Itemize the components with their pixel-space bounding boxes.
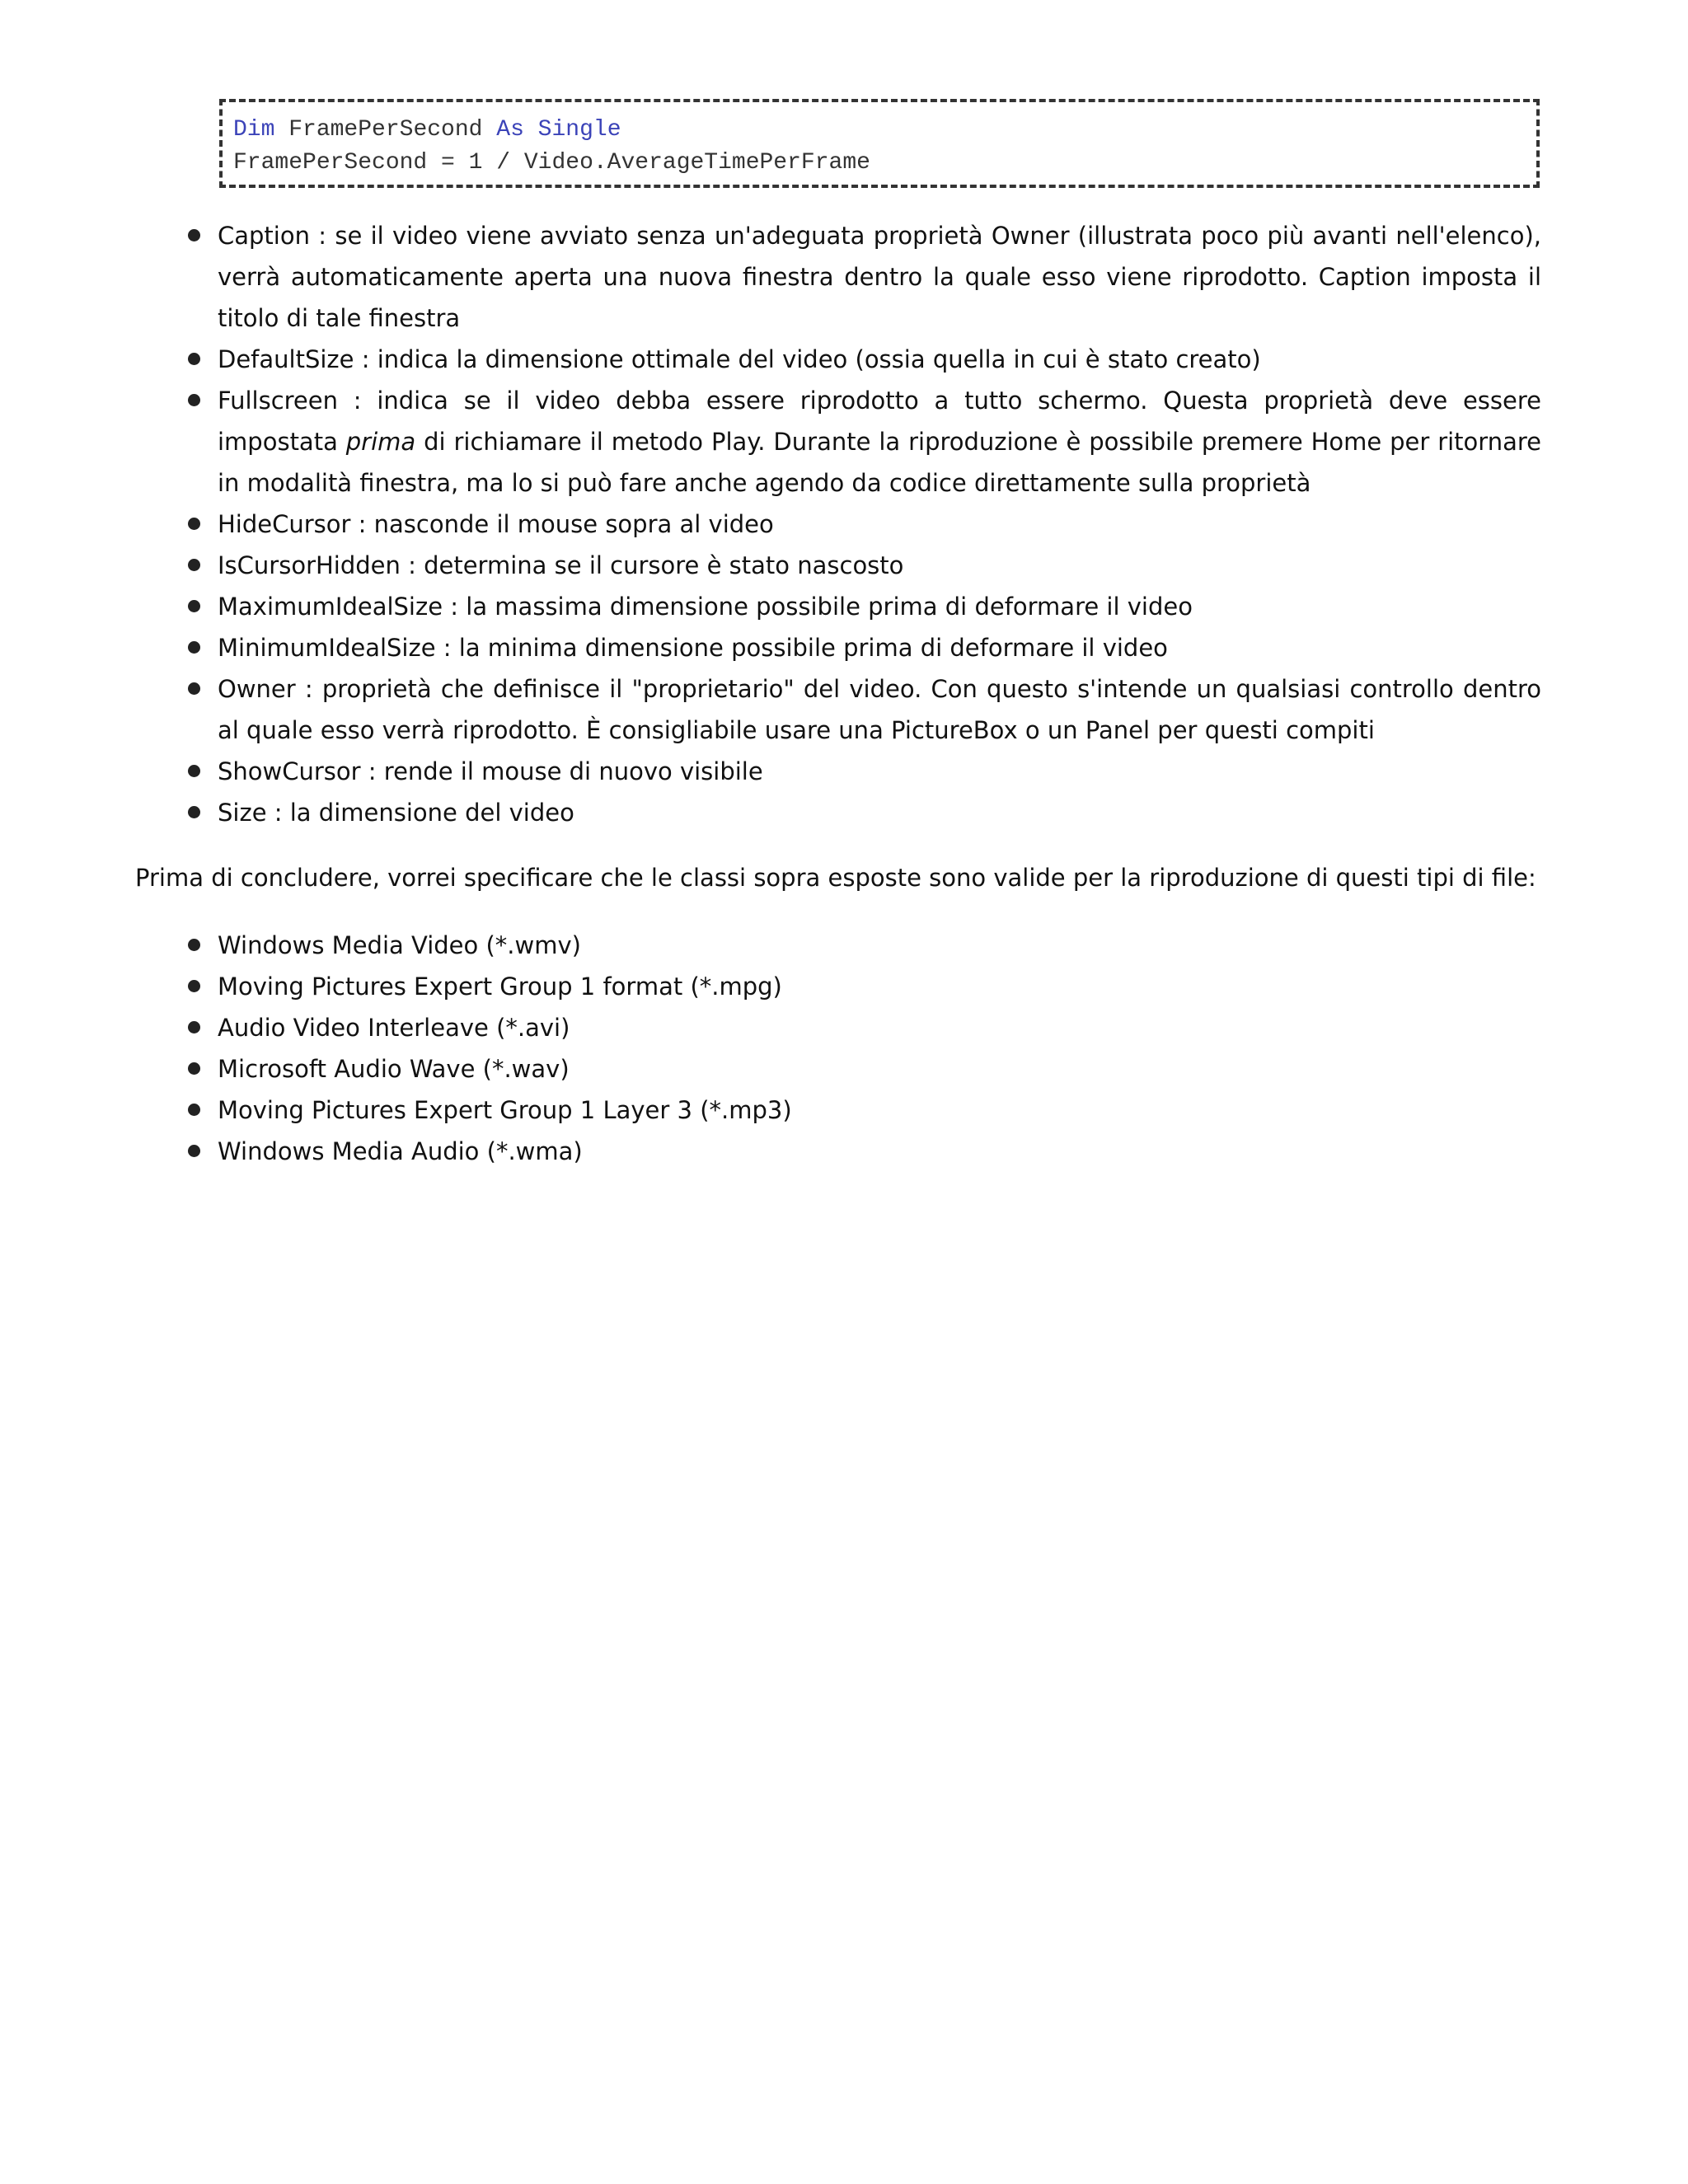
formats-list (180, 925, 1541, 1172)
list-item-wav (180, 1048, 1541, 1090)
list-item-owner (180, 668, 1541, 751)
list-item-mp3 (180, 1090, 1541, 1131)
code-keyword-as-single: As Single (496, 117, 621, 143)
list-item-text: Windows Media Audio (*.wma) (218, 1137, 583, 1165)
list-item-text: Owner : proprietà che definisce il "proprietario" del video. Con questo s'intende un qualsiasi controllo dentro al quale esso verrà riprodotto. È consigliabile usare una PictureBox o un Panel per questi compiti (218, 675, 1541, 744)
list-item-text-italic: prima (345, 428, 416, 456)
bullet-icon (188, 980, 200, 992)
list-item-text: DefaultSize : indica la dimensione ottimale del video (ossia quella in cui è stato creato) (218, 345, 1261, 373)
list-item-text: Audio Video Interleave (*.avi) (218, 1014, 570, 1042)
bullet-icon (188, 394, 200, 406)
list-item-text: Size : la dimensione del video (218, 799, 574, 827)
list-item-text: IsCursorHidden : determina se il cursore è stato nascosto (218, 551, 904, 579)
list-item-iscursorhidden (180, 545, 1541, 586)
bullet-icon (188, 1104, 200, 1116)
list-item-text: Moving Pictures Expert Group 1 Layer 3 (*.mp3) (218, 1096, 792, 1124)
list-item-showcursor (180, 751, 1541, 792)
bullet-icon (188, 682, 200, 695)
list-item-minimumidealsize (180, 627, 1541, 668)
bullet-icon (188, 353, 200, 365)
list-item-mpg (180, 966, 1541, 1007)
list-item-avi (180, 1007, 1541, 1048)
bullet-icon (188, 939, 200, 951)
list-item-fullscreen (180, 380, 1541, 504)
list-item-maximumidealsize (180, 586, 1541, 627)
code-identifier: FramePerSecond (274, 117, 497, 143)
bullet-icon (188, 1062, 200, 1075)
code-keyword-dim: Dim (233, 117, 275, 143)
bullet-icon (188, 1145, 200, 1157)
list-item-defaultsize (180, 339, 1541, 380)
bullet-icon (188, 229, 200, 241)
bullet-icon (188, 641, 200, 654)
list-item-text: Moving Pictures Expert Group 1 format (*.mpg) (218, 972, 782, 1001)
bullet-icon (188, 559, 200, 571)
properties-list (180, 215, 1541, 833)
bullet-icon (188, 765, 200, 777)
list-item-text-after: di richiamare il metodo Play. Durante la riproduzione è possibile premere Home per ritornare in modalità finestra, ma lo si può fare anche agendo da codice direttamente sulla proprietà (218, 428, 1541, 497)
bullet-icon (188, 1021, 200, 1033)
list-item-text-before: Fullscreen : indica se il video debba essere riprodotto a tutto schermo. Questa proprietà deve essere impostata (218, 387, 1541, 456)
list-item-text: MaximumIdealSize : la massima dimensione possibile prima di deformare il video (218, 593, 1193, 621)
list-item-size (180, 792, 1541, 833)
list-item-wma (180, 1131, 1541, 1172)
code-line-2: FramePerSecond = 1 / Video.AverageTimePerFrame (233, 150, 870, 176)
list-item-text: Windows Media Video (*.wmv) (218, 931, 581, 959)
conclusion-paragraph: Prima di concludere, vorrei specificare che le classi sopra esposte sono valide per la riproduzione di questi tipi di file: (135, 864, 1536, 892)
bullet-icon (188, 518, 200, 530)
code-block (219, 99, 1540, 188)
bullet-icon (188, 806, 200, 818)
list-item-caption (180, 215, 1541, 339)
list-item-text: ShowCursor : rende il mouse di nuovo visibile (218, 757, 763, 785)
list-item-text: Caption : se il video viene avviato senza un'adeguata proprietà Owner (illustrata poco più avanti nell'elenco), verrà automaticamente aperta una nuova finestra dentro la quale esso viene riprodotto. Caption imposta il titolo di tale finestra (218, 222, 1541, 332)
list-item-wmv (180, 925, 1541, 966)
bullet-icon (188, 600, 200, 612)
list-item-text: MinimumIdealSize : la minima dimensione possibile prima di deformare il video (218, 634, 1168, 662)
list-item-hidecursor (180, 504, 1541, 545)
list-item-text: HideCursor : nasconde il mouse sopra al video (218, 510, 774, 538)
list-item-text: Microsoft Audio Wave (*.wav) (218, 1055, 570, 1083)
